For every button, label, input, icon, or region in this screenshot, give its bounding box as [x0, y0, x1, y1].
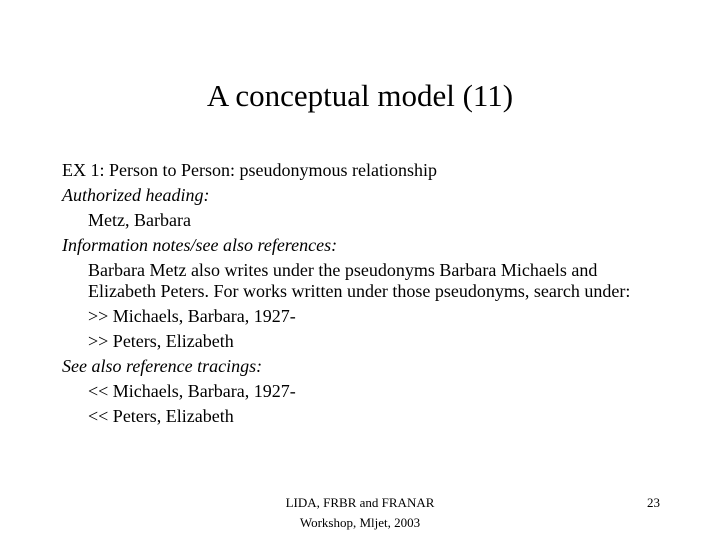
authorized-heading-value: Metz, Barbara: [88, 210, 191, 230]
info-reference-item: >> Michaels, Barbara, 1927-: [88, 306, 296, 326]
slide-title: A conceptual model (11): [206, 78, 514, 113]
slide-content: [62, 158, 682, 429]
info-notes-label: Information notes/see also references:: [62, 235, 338, 255]
footer-text: [240, 493, 480, 533]
tracings-label: See also reference tracings:: [62, 356, 263, 376]
tracing-item: << Michaels, Barbara, 1927-: [88, 381, 296, 401]
example-heading: EX 1: Person to Person: pseudonymous relationship: [62, 160, 437, 180]
footer-line-1: LIDA, FRBR and FRANAR: [285, 495, 435, 510]
authorized-heading-label: Authorized heading:: [62, 185, 210, 205]
tracing-item: << Peters, Elizabeth: [88, 406, 234, 426]
info-reference-item: >> Peters, Elizabeth: [88, 331, 234, 351]
footer-line-2: Workshop, Mljet, 2003: [299, 515, 421, 530]
page-number: 23: [647, 495, 660, 510]
info-notes-text: Barbara Metz also writes under the pseudonyms Barbara Michaels and Elizabeth Peters. For works written under those pseudonyms, search under:: [88, 260, 631, 301]
